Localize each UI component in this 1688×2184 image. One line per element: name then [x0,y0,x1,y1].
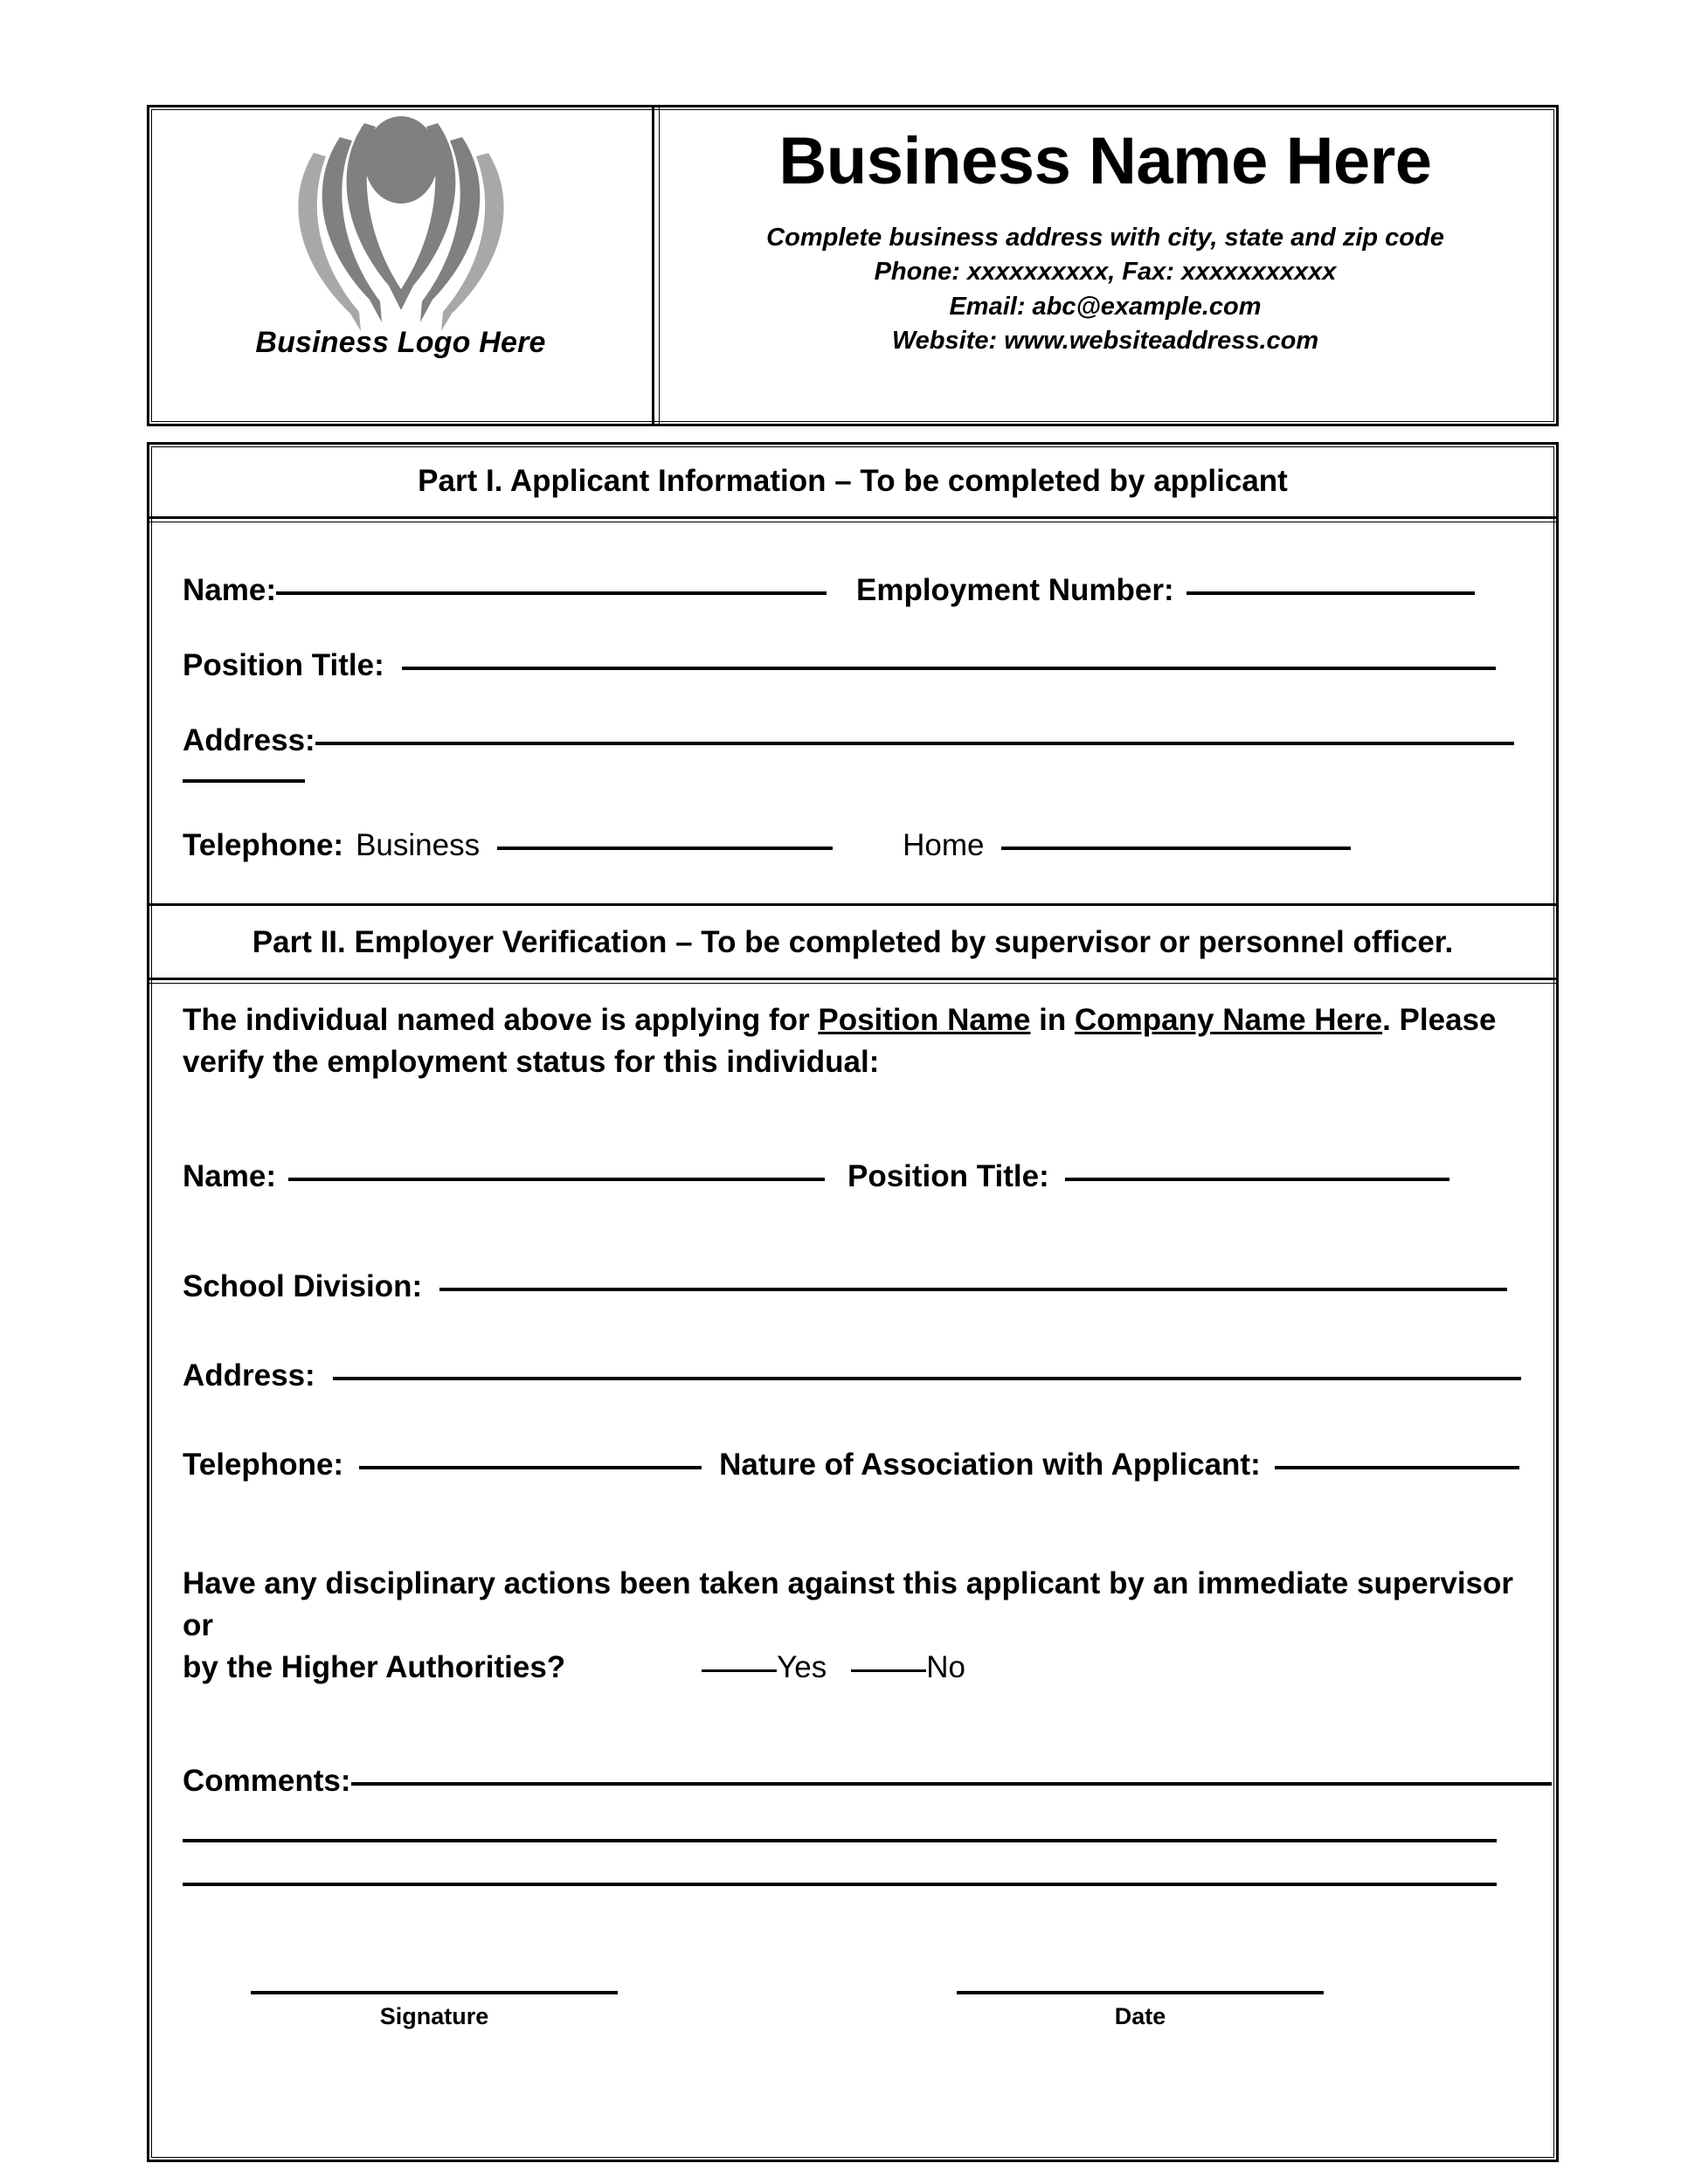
signature-block [251,1991,618,2030]
part2-comments-input-line1[interactable] [351,1782,1552,1786]
part1-name-label: Name: [183,573,276,607]
part2-intro-paragraph [149,980,1556,1084]
part2-comments-row [149,1764,1556,1799]
part2-school-division-row [149,1269,1556,1304]
date-input[interactable] [957,1991,1324,1994]
part1-heading: Part I. Applicant Information – To be completed by applicant [149,445,1556,519]
part1-business-label: Business [356,828,481,862]
part1-address-row [149,723,1556,758]
part1-telephone-label: Telephone: [183,828,344,862]
part2-telephone-label: Telephone: [183,1447,344,1482]
business-website-line: Website: www.websiteaddress.com [891,327,1319,356]
part2-nature-input[interactable] [1275,1466,1519,1469]
part2-section [149,980,1556,2160]
part2-yes-label: Yes [777,1650,827,1685]
part2-position-title-label: Position Title: [847,1158,1049,1193]
part2-position-title-input[interactable] [1065,1178,1449,1181]
form-body-table [147,442,1559,2162]
part2-intro-b: in [1030,1003,1076,1037]
business-logo-icon [270,114,532,331]
letterhead-table [147,105,1559,426]
part2-comments-label: Comments: [183,1764,351,1799]
part2-discipline-answer-row [183,1647,1516,1689]
part2-name-input[interactable] [288,1178,825,1181]
part2-heading: Part II. Employer Verification – To be completed by supervisor or personnel officer. [149,903,1556,980]
signature-label: Signature [379,2003,489,2030]
part1-section [149,519,1556,903]
date-block [957,1991,1324,2030]
business-info-cell [654,107,1556,424]
business-email-line: Email: abc@example.com [949,292,1262,321]
part2-yes-checkbox-line[interactable] [702,1669,777,1672]
part2-company-name: Company Name Here [1075,1003,1383,1037]
business-address-line: Complete business address with city, state and zip code [766,223,1444,252]
part1-address-input-line2[interactable] [183,779,305,783]
part2-telephone-input[interactable] [359,1466,702,1469]
part1-address-label: Address: [183,723,315,757]
part2-school-division-label: School Division: [183,1268,423,1303]
business-contact-block [766,221,1444,359]
part1-name-row [149,573,1556,608]
signature-input[interactable] [251,1991,618,1994]
part1-home-label: Home [903,828,985,862]
part2-intro-c: . Please verify the employment status for this individual: [183,1003,1497,1080]
part2-school-division-input[interactable] [439,1288,1507,1291]
part1-position-title-label: Position Title: [183,648,384,682]
date-label: Date [1114,2003,1166,2030]
part1-name-input[interactable] [276,591,827,595]
part2-address-label: Address: [183,1358,315,1393]
part1-home-phone-input[interactable] [1001,847,1351,850]
part2-intro-a: The individual named above is applying for [183,1003,819,1037]
part2-nature-label: Nature of Association with Applicant: [719,1447,1261,1482]
part1-position-title-row [149,648,1556,683]
part2-discipline-question-line2: by the Higher Authorities? [183,1650,566,1685]
part2-discipline-question-line1: Have any disciplinary actions been taken against this applicant by an immediate supervisor or [183,1565,1514,1642]
business-name: Business Name Here [778,124,1432,198]
part2-name-row [149,1159,1556,1194]
part1-business-phone-input[interactable] [497,847,833,850]
business-phone-fax-line: Phone: xxxxxxxxxx, Fax: xxxxxxxxxxx [874,258,1337,287]
part2-address-row [149,1358,1556,1393]
part2-no-checkbox-line[interactable] [851,1669,926,1672]
part2-address-input[interactable] [333,1377,1521,1380]
part2-comments-input-line3[interactable] [183,1883,1497,1886]
part2-name-label: Name: [183,1158,276,1193]
part1-telephone-row [149,828,1556,863]
part2-telephone-row [149,1448,1556,1482]
part2-position-name: Position Name [818,1003,1031,1037]
signature-zone [149,1991,1556,2030]
part1-position-title-input[interactable] [402,667,1496,670]
logo-caption: Business Logo Here [255,326,546,359]
part2-no-label: No [926,1650,966,1685]
part1-employment-number-label: Employment Number: [855,573,1174,607]
part1-address-input[interactable] [315,742,1514,745]
logo-cell [149,107,654,424]
part1-employment-number-input[interactable] [1186,591,1475,595]
part2-discipline-question [149,1558,1556,1690]
